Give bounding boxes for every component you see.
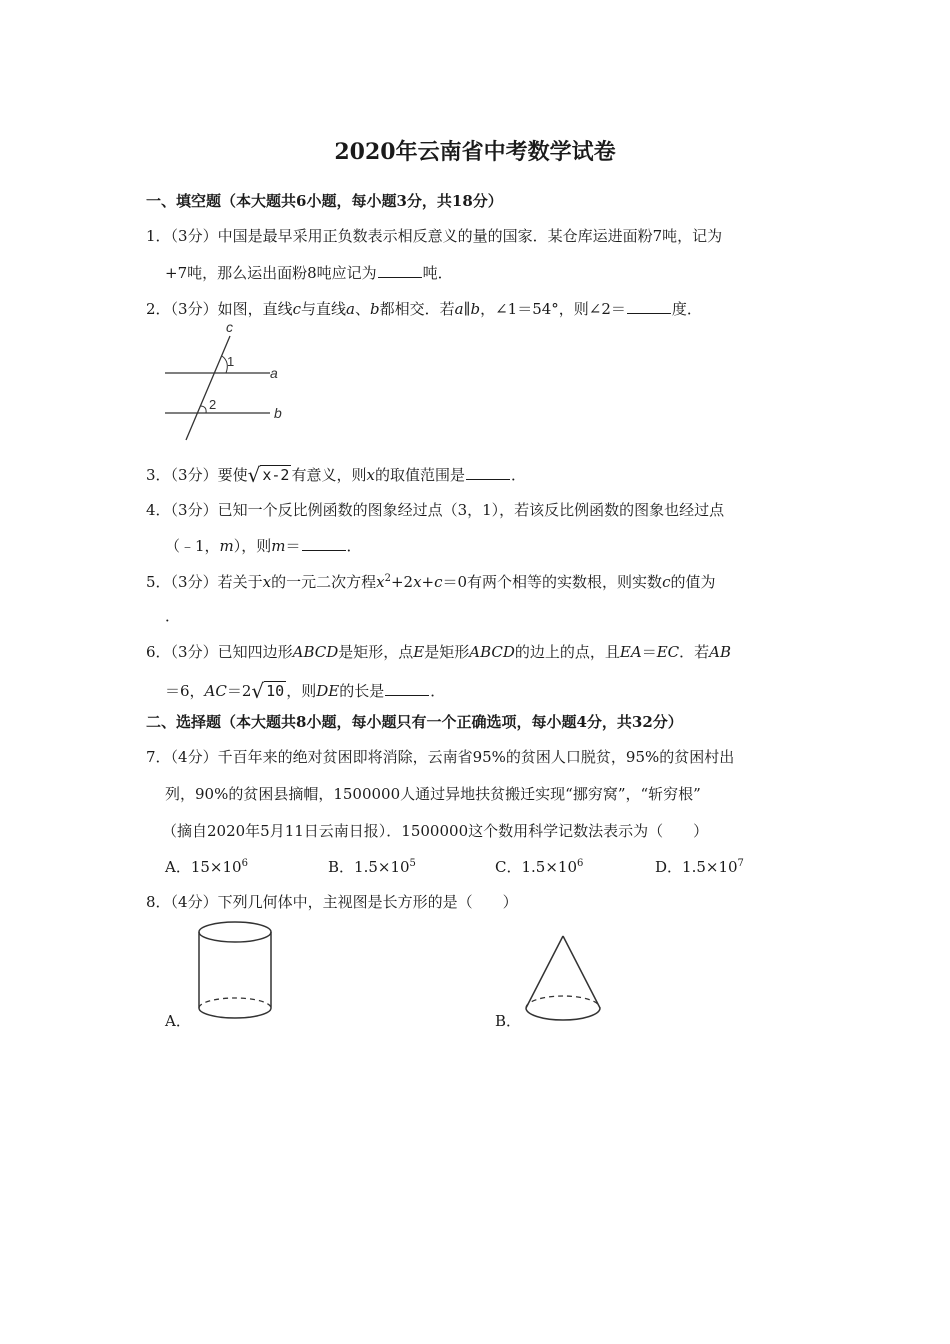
question-6-line-2 — [165, 677, 445, 701]
radicand: x-2 — [262, 466, 290, 484]
answer-blank — [385, 683, 429, 696]
question-text: ＝0有两个相等的实数根，则实数 — [442, 573, 663, 591]
question-7-line-3: （摘自2020年5月11日云南日报）．1500000这个数用科学记数法表示为（ ） — [162, 822, 709, 840]
answer-blank — [466, 467, 510, 480]
question-text: （﹣1， — [165, 537, 220, 555]
question-text: ． — [510, 466, 526, 484]
question-number: 7． — [146, 748, 171, 766]
question-text: ＝ — [641, 643, 657, 661]
option-a-label[interactable]: A． — [165, 1012, 191, 1030]
question-6-line-1 — [146, 641, 731, 662]
question-number: 1． — [146, 227, 171, 245]
question-number: 4． — [146, 501, 171, 519]
var-m: m — [219, 537, 234, 555]
cylinder-icon[interactable] — [195, 920, 277, 1024]
option-value: 1.5×10 — [682, 858, 738, 876]
question-text: 的边上的点，且 — [514, 643, 620, 661]
answer-blank — [302, 538, 346, 551]
var-ea: EA — [619, 643, 642, 661]
var-e: E — [413, 643, 425, 661]
var-de: DE — [316, 682, 340, 700]
option-label: C． — [495, 858, 522, 876]
question-text: 度． — [671, 300, 702, 318]
option-d[interactable] — [655, 856, 744, 877]
question-4-line-2 — [165, 535, 362, 556]
option-exponent: 7 — [737, 858, 744, 869]
question-text: ＝6， — [165, 682, 205, 700]
option-label: B． — [328, 858, 355, 876]
eq-x: x — [413, 573, 422, 591]
radical-sign: √ — [251, 679, 265, 703]
eq-x: x — [376, 573, 385, 591]
section-2-heading: 二、选择题（本大题共8小题，每小题只有一个正确选项，每小题4分，共32分） — [146, 713, 683, 731]
var-a: a — [346, 300, 355, 318]
parallel-expr: a∥b — [454, 300, 481, 318]
question-text: ），则 — [233, 537, 272, 555]
question-text: 要使 — [217, 466, 248, 484]
option-value: 1.5×10 — [521, 858, 577, 876]
question-3 — [146, 461, 526, 485]
question-text: 下列几何体中，主视图是长方形的是（ ） — [217, 893, 518, 911]
question-number: 8． — [146, 893, 171, 911]
question-5-line-1 — [146, 571, 715, 592]
square-root — [251, 677, 286, 701]
question-text: 是矩形 — [424, 643, 470, 661]
question-text: 的取值范围是 — [374, 466, 465, 484]
eq-c: c — [434, 573, 443, 591]
answer-blank — [378, 265, 422, 278]
var-c: c — [662, 573, 671, 591]
question-score: （3分） — [170, 573, 218, 591]
question-score: （4分） — [170, 748, 218, 766]
var-b: b — [370, 300, 380, 318]
option-b[interactable] — [328, 856, 416, 877]
eq-plus: + — [421, 573, 435, 591]
question-text: 是矩形，点 — [338, 643, 414, 661]
option-a[interactable] — [165, 856, 248, 877]
question-score: （3分） — [170, 466, 218, 484]
option-exponent: 6 — [241, 858, 248, 869]
answer-blank — [627, 301, 671, 314]
var-abcd: ABCD — [292, 643, 339, 661]
question-text: 已知一个反比例函数的图象经过点（3，1），若该反比例函数的图象也经过点 — [217, 501, 725, 519]
question-text: ，∠1＝54°，则∠2＝ — [480, 300, 626, 318]
question-score: （3分） — [170, 501, 218, 519]
option-c[interactable] — [495, 856, 583, 877]
question-text: 已知四边形 — [217, 643, 293, 661]
question-text: 中国是最早采用正负数表示相反意义的量的国家．某仓库运进面粉7吨，记为 — [217, 227, 723, 245]
question-text: 千百年来的绝对贫困即将消除，云南省95%的贫困人口脱贫，95%的贫困村出 — [217, 748, 735, 766]
question-score: （3分） — [170, 227, 218, 245]
figure-label-b: b — [274, 405, 282, 421]
question-number: 5． — [146, 573, 171, 591]
question-7-line-1 — [146, 746, 734, 767]
question-number: 6． — [146, 643, 171, 661]
var-ac: AC — [204, 682, 227, 700]
question-text: 吨． — [422, 264, 453, 282]
question-text: ＝2 — [226, 682, 252, 700]
question-text: ，则 — [286, 682, 317, 700]
var-m: m — [271, 537, 286, 555]
square-root — [248, 461, 292, 485]
question-text: 的一元二次方程 — [271, 573, 377, 591]
question-text: 有意义，则 — [291, 466, 367, 484]
var-x: x — [366, 466, 375, 484]
figure-label-2: 2 — [209, 397, 217, 412]
question-8 — [146, 891, 518, 912]
var-ab: AB — [709, 643, 732, 661]
var-ec: EC — [656, 643, 680, 661]
cone-icon[interactable] — [520, 932, 604, 1026]
question-score: （3分） — [170, 643, 218, 661]
figure-label-a: a — [270, 365, 278, 381]
eq-exponent: 2 — [384, 573, 391, 584]
figure-label-1: 1 — [227, 354, 235, 369]
question-text: 、 — [354, 300, 370, 318]
question-text: ． — [346, 537, 362, 555]
question-text: 如图，直线 — [217, 300, 293, 318]
option-exponent: 5 — [409, 858, 416, 869]
question-7-line-2: 列，90%的贫困县摘帽，1500000人通过异地扶贫搬迁实现“挪穷窝”，“斩穷根” — [165, 785, 701, 803]
question-number: 2． — [146, 300, 171, 318]
option-exponent: 6 — [577, 858, 584, 869]
option-label: D． — [655, 858, 683, 876]
question-text: 若关于 — [217, 573, 263, 591]
var-x: x — [262, 573, 272, 591]
parallel-lines-figure — [160, 318, 300, 448]
question-5-line-2: ． — [165, 607, 181, 625]
question-text: 与直线 — [301, 300, 347, 318]
question-1-line-1 — [146, 225, 722, 246]
question-text: 的值为 — [670, 573, 716, 591]
page-title: 2020年云南省中考数学试卷 — [334, 139, 616, 165]
question-text: 都相交．若 — [379, 300, 455, 318]
question-4-line-1 — [146, 499, 724, 520]
question-text: ． — [430, 682, 446, 700]
question-text: 的长是 — [339, 682, 385, 700]
eq-term: +2 — [390, 573, 414, 591]
question-text: +7吨，那么运出面粉8吨应记为 — [165, 264, 377, 282]
question-1-line-2 — [165, 262, 453, 283]
option-label: A． — [165, 858, 191, 876]
question-number: 3． — [146, 466, 171, 484]
var-abcd: ABCD — [469, 643, 515, 661]
option-value: 1.5×10 — [354, 858, 410, 876]
question-text: ．若 — [679, 643, 710, 661]
radical-sign: √ — [247, 463, 261, 487]
section-1-heading: 一、填空题（本大题共6小题，每小题3分，共18分） — [146, 192, 503, 210]
radicand: 10 — [266, 682, 285, 700]
option-value: 15×10 — [190, 858, 242, 876]
question-score: （3分） — [170, 300, 218, 318]
figure-label-c: c — [226, 319, 233, 335]
option-b-label[interactable]: B． — [495, 1012, 522, 1030]
var-c: c — [292, 300, 302, 318]
question-score: （4分） — [170, 893, 218, 911]
question-text: ＝ — [285, 537, 301, 555]
question-2-line-1 — [146, 298, 702, 319]
